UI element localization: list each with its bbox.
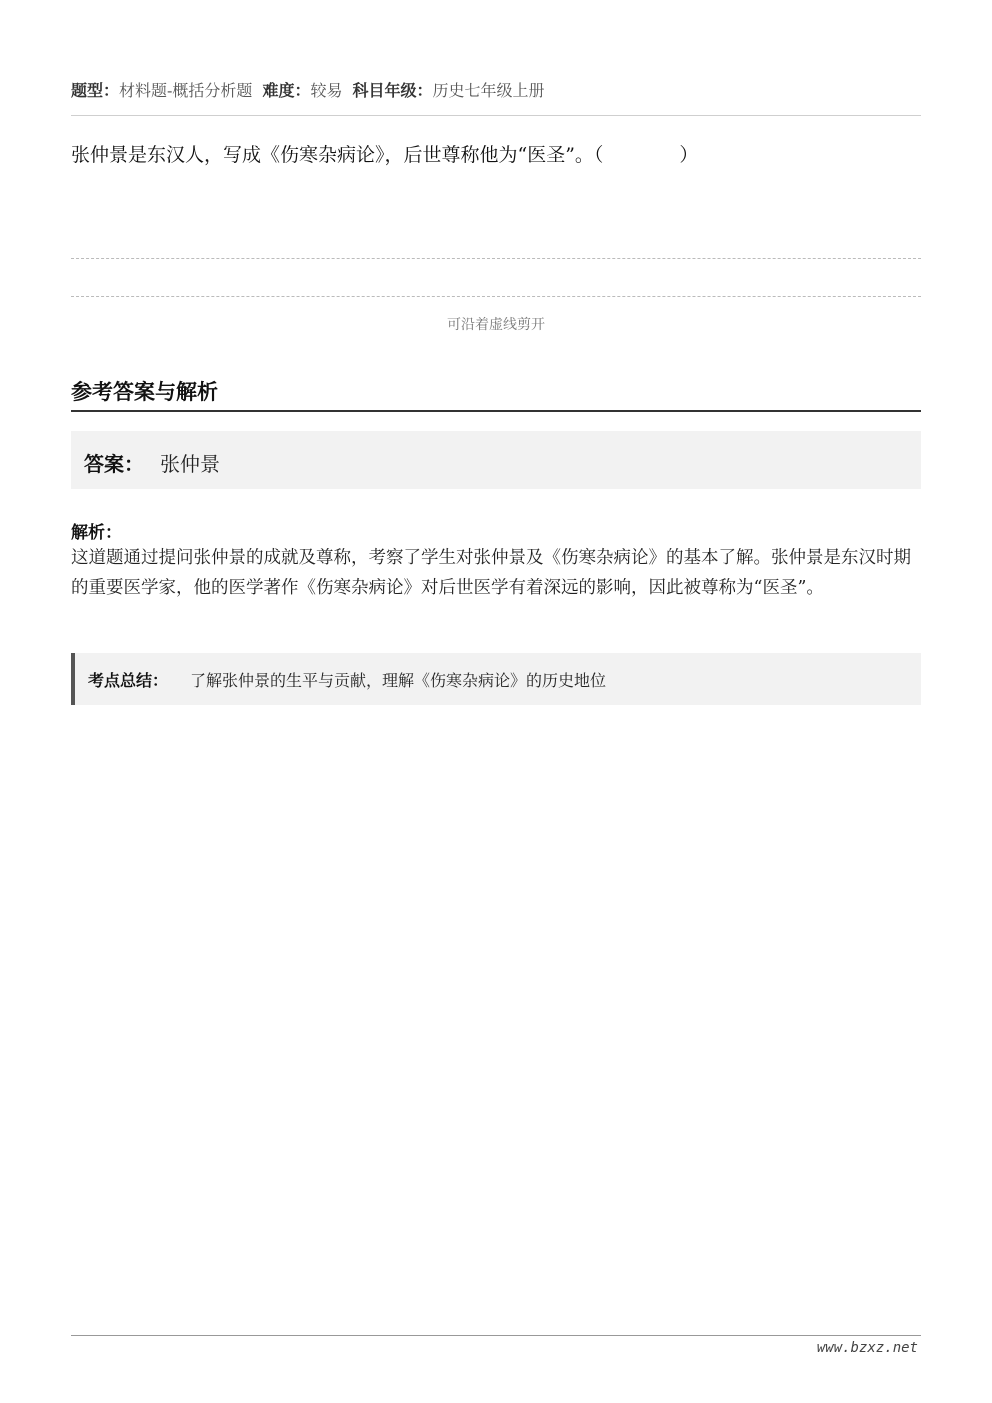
answer-value: 张仲景 [160,452,220,476]
section-divider [71,410,921,412]
keypoint-box [71,653,921,705]
question-text: 张仲景是东汉人，写成《伤寒杂病论》，后世尊称他为“医圣”。（ ） [71,144,699,166]
difficulty-value: 较易 [310,81,343,100]
keypoint-text: 了解张仲景的生平与贡献，理解《伤寒杂病论》的历史地位 [190,671,607,690]
type-label: 题型： [71,81,120,100]
answer-section-title: 参考答案与解析 [71,379,218,404]
analysis-label: 解析： [71,523,122,543]
cut-line-bottom [71,296,921,297]
question-meta [71,78,545,101]
cut-hint: 可沿着虚线剪开 [447,317,545,333]
footer-url: www.bzxz.net [816,1340,918,1356]
subject-label: 科目年级： [352,81,433,100]
footer-divider [71,1335,921,1336]
answer-label: 答案： [84,452,144,476]
keypoint-label: 考点总结： [88,671,169,690]
answer-box [71,431,921,489]
type-value: 材料题-概括分析题 [119,81,253,100]
cut-line-top [71,258,921,259]
header-divider [71,115,921,116]
difficulty-label: 难度： [262,81,311,100]
analysis-text: 这道题通过提问张仲景的成就及尊称，考察了学生对张仲景及《伤寒杂病论》的基本了解。张仲景是东汉时期的重要医学家，他的医学著作《伤寒杂病论》对后世医学有着深远的影响，因此被尊称为“医圣”。 [71,548,911,598]
subject-value: 历史七年级上册 [432,81,545,100]
